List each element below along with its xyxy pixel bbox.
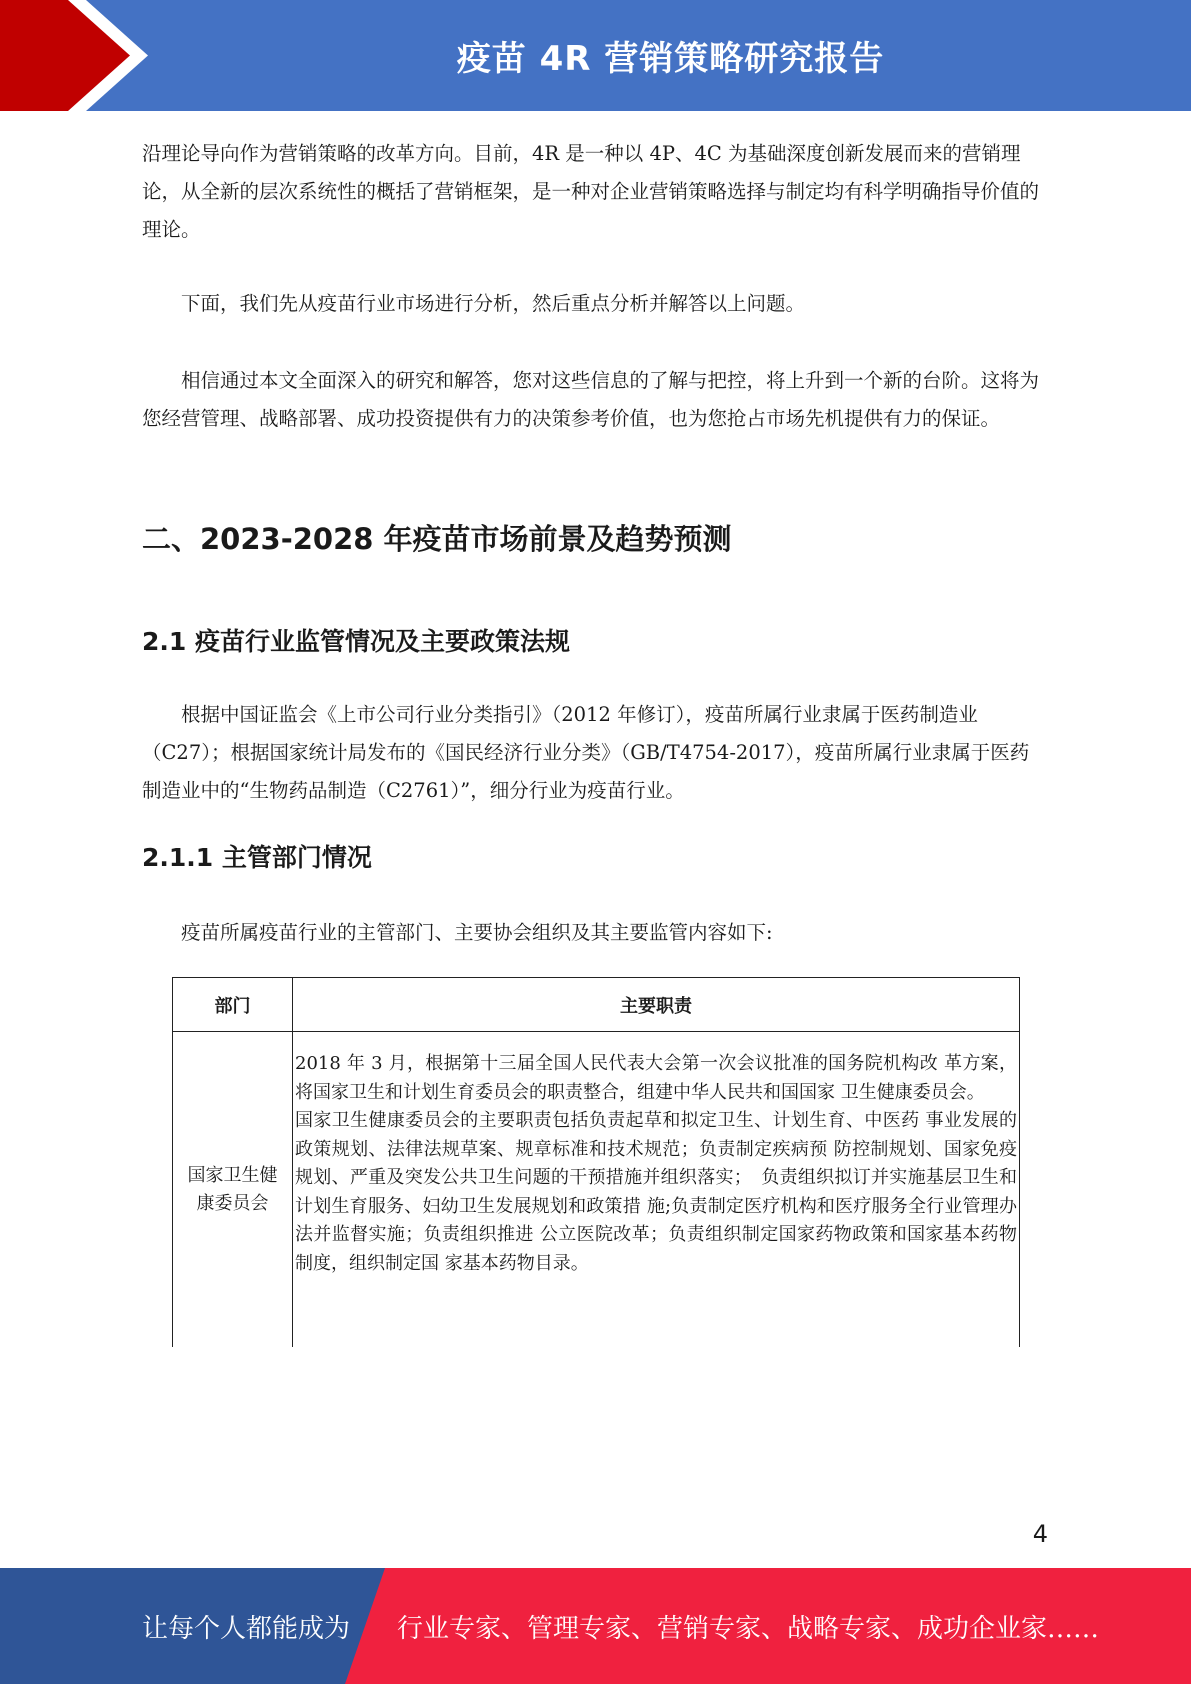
table-cell-dept: 国家卫生健康委员会 (173, 1032, 293, 1348)
table-header-dept: 部门 (173, 978, 293, 1032)
table-row (173, 1032, 1020, 1348)
duty-paragraph-1: 2018 年 3 月，根据第十三届全国人民代表大会第一次会议批准的国务院机构改 革方案，将国家卫生和计划生育委员会的职责整合，组建中华人民共和国国家 卫生健康委员会。 (295, 1053, 1017, 1103)
page-header (0, 0, 1191, 111)
section-heading: 二、2023-2028 年疫苗市场前景及趋势预测 (142, 522, 732, 556)
footer-slogan-right: 行业专家、管理专家、营销专家、战略专家、成功企业家…… (397, 1613, 1100, 1644)
subsection-2-1-body: 根据中国证监会《上市公司行业分类指引》（2012 年修订），疫苗所属行业隶属于医药制造业（C27）；根据国家统计局发布的《国民经济行业分类》（GB/T4754-2017），疫苗所属行业隶属于医药制造业中的“生物药品制造（C2761）”，细分行业为疫苗行业。 (142, 703, 1030, 802)
table-cell-duties (293, 1032, 1020, 1348)
duty-paragraph-2: 国家卫生健康委员会的主要职责包括负责起草和拟定卫生、计划生育、中医药 事业发展的政策规划、法律法规草案、规章标准和技术规范；负责制定疾病预 防控制规划、国家免疫规划、严重及突发公共卫生问题的干预措施并组织落实； 负责组织拟订并实施基层卫生和计划生育服务、妇幼卫生发展规划和政策措 施;负责制定医疗机构和医疗服务全行业管理办法并监督实施；负责组织推进 公立医院改革；负责组织制定国家药物政策和国家基本药物制度，组织制定国 家基本药物目录。 (295, 1110, 1017, 1274)
intro-paragraph-1: 沿理论导向作为营销策略的改革方向。目前，4R 是一种以 4P、4C 为基础深度创新发展而来的营销理论，从全新的层次系统性的概括了营销框架，是一种对企业营销策略选择与制定均有科学明确指导价值的理论。 (142, 142, 1040, 241)
report-title: 疫苗 4R 营销策略研究报告 (456, 39, 885, 79)
page-footer (0, 1568, 1191, 1684)
intro-paragraph-3: 相信通过本文全面深入的研究和解答，您对这些信息的了解与把控，将上升到一个新的台阶。这将为您经营管理、战略部署、成功投资提供有力的决策参考价值，也为您抢占市场先机提供有力的保证。 (142, 369, 1040, 430)
subsection-2-1-1-body: 疫苗所属疫苗行业的主管部门、主要协会组织及其主要监管内容如下: (181, 921, 773, 944)
intro-paragraph-2: 下面，我们先从疫苗行业市场进行分析，然后重点分析并解答以上问题。 (181, 292, 806, 315)
subsection-heading-2-1: 2.1 疫苗行业监管情况及主要政策法规 (142, 627, 570, 656)
table-header-duties: 主要职责 (293, 978, 1020, 1032)
page-number: 4 (1032, 1520, 1048, 1548)
department-table (172, 977, 1020, 1347)
header-chevron-decoration (0, 0, 150, 111)
footer-slogan-left: 让每个人都能成为 (142, 1613, 351, 1644)
table-header-row (173, 978, 1020, 1032)
subsection-heading-2-1-1: 2.1.1 主管部门情况 (142, 843, 372, 872)
